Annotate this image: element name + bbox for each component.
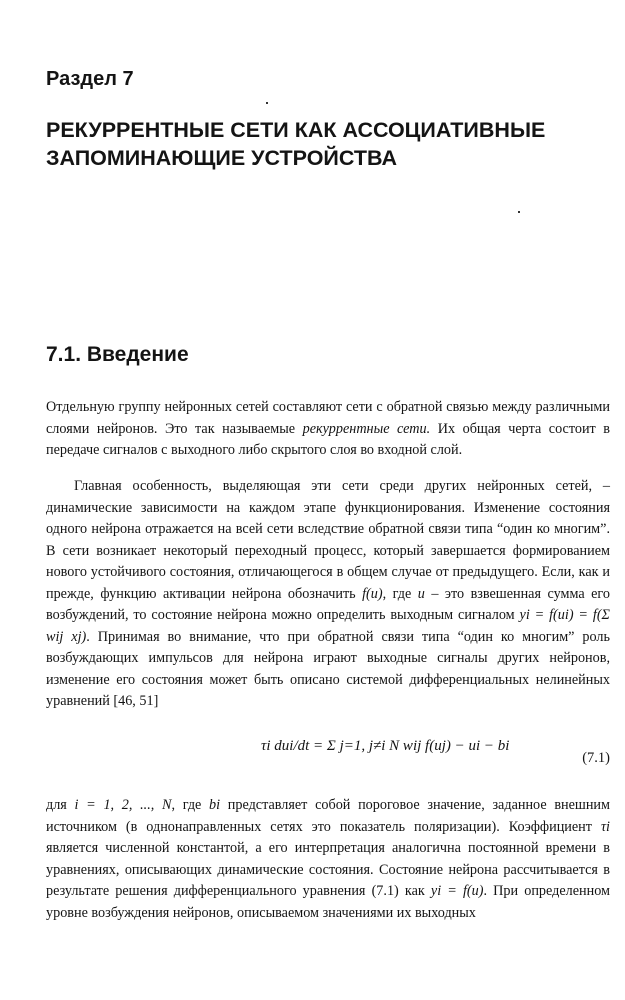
text-span: Их общая черта состоит в передаче сигналов с выходного либо скрытого слоя во входной слой.: [46, 420, 610, 458]
scan-speck: [266, 102, 268, 104]
paragraph-main-feature: [46, 476, 610, 713]
inline-math: u: [417, 585, 425, 602]
text-span: – это взвешенная сумма его возбуждений, то состояние нейрона можно определить выходным сигналом: [46, 585, 610, 623]
text-span: , где: [171, 797, 210, 813]
paragraph-threshold: [46, 795, 610, 924]
inline-math: yi = f(ui) = f(Σ wij xj): [46, 607, 610, 645]
text-span: Отдельную группу нейронных сетей составляют сети с обратной связью между различными слоями нейронов. Это так называемые: [46, 399, 610, 437]
emphasis-term: рекуррентные сети.: [302, 420, 431, 437]
chapter-title-line-2: ЗАПОМИНАЮЩИЕ УСТРОЙСТВА: [46, 146, 397, 170]
inline-math: yi = f(u): [430, 883, 484, 899]
text-span: , где: [382, 585, 418, 602]
inline-math: bi: [209, 797, 221, 813]
inline-math: f(u): [362, 585, 383, 602]
scan-speck: [518, 211, 520, 213]
text-span: представляет собой пороговое значение, заданное внешним источником (в однонаправленных сетях это показатель поляризации). Коэффициент: [46, 797, 610, 835]
chapter-title: [46, 116, 606, 172]
text-span: . При определенном уровне возбуждения нейронов, описываемом значениями их выходных: [46, 883, 610, 921]
paragraph-intro: [46, 397, 610, 462]
equation-formula: τi dui/dt = Σ j=1, j≠i N wij f(uj) − ui − bi: [261, 738, 510, 754]
inline-math: i = 1, 2, ..., N: [74, 797, 172, 813]
text-span: является численной константой, а его интерпретация аналогична постоянной времени в уравнениях, описывающих динамические состояния. Состояние нейрона рассчитывается в результате решения дифференциального уравнения (7.1) как: [46, 840, 610, 899]
equation-7-1: [46, 738, 610, 782]
chapter-title-line-1: РЕКУРРЕНТНЫЕ СЕТИ КАК АССОЦИАТИВНЫЕ: [46, 118, 546, 142]
text-span: . Принимая во внимание, что при обратной связи типа “один ко многим” роль возбуждающих импульсов для нейрона играют выходные сигналы других нейронов, изменение его состояния может быть описано системой дифференциальных нелинейных уравнений [46, 51]: [46, 628, 610, 709]
section-label: Раздел 7: [46, 68, 134, 90]
equation-number: (7.1): [582, 750, 610, 766]
text-span: Главная особенность, выделяющая эти сети среди других нейронных сетей, – динамические зависимости на каждом этапе функционирования. Изменение состояния одного нейрона отражается на всей сети вследствие обратной связи типа “один ко многим”. В сети возникает некоторый переходный процесс, который завершается формированием нового устойчивого состояния, отличающегося в общем случае от предыдущего. Если, как и прежде, функцию активации нейрона обозначить: [46, 478, 610, 602]
text-span: для: [46, 797, 75, 813]
inline-math: τi: [600, 818, 610, 835]
subsection-heading: 7.1. Введение: [46, 343, 189, 366]
